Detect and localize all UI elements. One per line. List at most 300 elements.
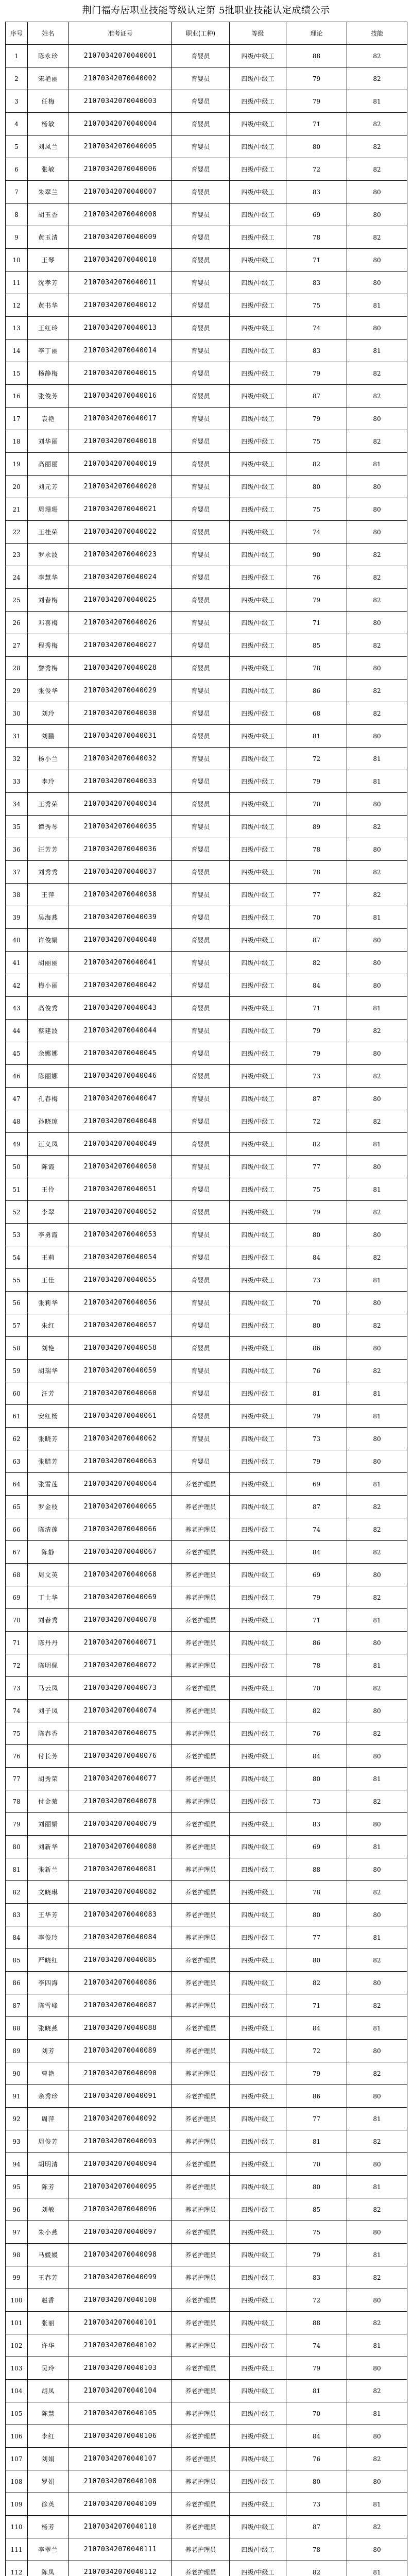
serial-number-cell: 105 — [6, 2402, 28, 2425]
theory-score-cell: 84 — [286, 2425, 347, 2448]
level-cell: 四级/中级工 — [230, 1382, 286, 1405]
level-cell: 四级/中级工 — [230, 158, 286, 181]
theory-score-cell: 80 — [286, 1949, 347, 1972]
table-row — [6, 45, 407, 67]
serial-number-cell: 11 — [6, 272, 28, 294]
serial-number-cell: 22 — [6, 521, 28, 544]
occupation-cell: 养老护理员 — [172, 1473, 230, 1496]
name-cell: 黎秀梅 — [28, 657, 69, 680]
name-cell: 高丽丽 — [28, 453, 69, 476]
serial-number-cell: 78 — [6, 1790, 28, 1813]
serial-number-cell: 12 — [6, 294, 28, 317]
skill-score-cell: 81 — [347, 1269, 407, 1292]
occupation-cell: 育婴员 — [172, 725, 230, 748]
skill-score-cell: 81 — [347, 1178, 407, 1201]
serial-number-cell: 39 — [6, 906, 28, 929]
skill-score-cell: 82 — [347, 566, 407, 589]
table-row — [6, 2538, 407, 2561]
serial-number-cell: 107 — [6, 2448, 28, 2470]
skill-score-cell: 82 — [347, 2130, 407, 2153]
occupation-cell: 育婴员 — [172, 1360, 230, 1382]
table-row — [6, 1632, 407, 1654]
skill-score-cell: 82 — [347, 861, 407, 884]
level-cell: 四级/中级工 — [230, 566, 286, 589]
occupation-cell: 育婴员 — [172, 317, 230, 340]
theory-score-cell: 74 — [286, 521, 347, 544]
occupation-cell: 养老护理员 — [172, 2380, 230, 2402]
occupation-cell: 养老护理员 — [172, 2538, 230, 2561]
admission-ticket-cell: 21070342070040081 — [69, 1858, 172, 1881]
theory-score-cell: 72 — [286, 1110, 347, 1133]
theory-score-cell: 90 — [286, 544, 347, 566]
name-cell: 张丽 — [28, 2312, 69, 2334]
occupation-cell: 育婴员 — [172, 1201, 230, 1224]
level-cell: 四级/中级工 — [230, 67, 286, 90]
table-row — [6, 2516, 407, 2538]
level-cell: 四级/中级工 — [230, 2266, 286, 2289]
occupation-cell: 养老护理员 — [172, 2493, 230, 2516]
skill-score-cell: 82 — [347, 1677, 407, 1700]
admission-ticket-cell: 21070342070040086 — [69, 1972, 172, 1994]
table-row — [6, 521, 407, 544]
admission-ticket-cell: 21070342070040107 — [69, 2448, 172, 2470]
admission-ticket-cell: 21070342070040015 — [69, 362, 172, 385]
occupation-cell: 育婴员 — [172, 204, 230, 226]
level-cell: 四级/中级工 — [230, 2244, 286, 2266]
level-cell: 四级/中级工 — [230, 1904, 286, 1926]
admission-ticket-cell: 21070342070040024 — [69, 566, 172, 589]
skill-score-cell: 82 — [347, 113, 407, 135]
occupation-cell: 养老护理员 — [172, 1790, 230, 1813]
level-cell: 四级/中级工 — [230, 702, 286, 725]
serial-number-cell: 55 — [6, 1269, 28, 1292]
occupation-cell: 养老护理员 — [172, 2425, 230, 2448]
table-row — [6, 2153, 407, 2176]
theory-score-cell: 80 — [286, 1768, 347, 1790]
theory-score-cell: 79 — [286, 362, 347, 385]
level-cell: 四级/中级工 — [230, 521, 286, 544]
skill-score-cell: 82 — [347, 158, 407, 181]
table-row — [6, 1586, 407, 1609]
occupation-cell: 育婴员 — [172, 1088, 230, 1110]
name-cell: 刘艳 — [28, 1337, 69, 1360]
admission-ticket-cell: 21070342070040053 — [69, 1224, 172, 1246]
level-cell: 四级/中级工 — [230, 1337, 286, 1360]
skill-score-cell: 80 — [347, 1042, 407, 1065]
skill-score-cell: 82 — [347, 1586, 407, 1609]
skill-score-cell: 81 — [347, 2108, 407, 2130]
occupation-cell: 育婴员 — [172, 906, 230, 929]
serial-number-cell: 97 — [6, 2221, 28, 2244]
admission-ticket-cell: 21070342070040100 — [69, 2289, 172, 2312]
level-cell: 四级/中级工 — [230, 1813, 286, 1836]
table-row — [6, 2334, 407, 2357]
skill-score-cell: 82 — [347, 1110, 407, 1133]
admission-ticket-cell: 21070342070040083 — [69, 1904, 172, 1926]
level-cell: 四级/中级工 — [230, 2085, 286, 2108]
level-cell: 四级/中级工 — [230, 272, 286, 294]
serial-number-cell: 70 — [6, 1609, 28, 1632]
theory-score-cell: 74 — [286, 2334, 347, 2357]
skill-score-cell: 80 — [347, 1224, 407, 1246]
table-header-row — [6, 22, 407, 45]
serial-number-cell: 8 — [6, 204, 28, 226]
admission-ticket-cell: 21070342070040034 — [69, 793, 172, 816]
theory-score-cell: 75 — [286, 1178, 347, 1201]
name-cell: 文晓琳 — [28, 1881, 69, 1904]
admission-ticket-cell: 21070342070040048 — [69, 1110, 172, 1133]
theory-score-cell: 80 — [286, 1904, 347, 1926]
serial-number-cell: 106 — [6, 2425, 28, 2448]
name-cell: 陈雪峰 — [28, 1994, 69, 2017]
name-cell: 李四海 — [28, 1972, 69, 1994]
table-row — [6, 702, 407, 725]
name-cell: 程秀梅 — [28, 634, 69, 657]
admission-ticket-cell: 21070342070040049 — [69, 1133, 172, 1156]
serial-number-cell: 58 — [6, 1337, 28, 1360]
theory-score-cell: 70 — [286, 906, 347, 929]
skill-score-cell: 82 — [347, 1020, 407, 1042]
theory-score-cell: 75 — [286, 430, 347, 453]
skill-score-cell: 80 — [347, 657, 407, 680]
admission-ticket-cell: 21070342070040066 — [69, 1518, 172, 1541]
level-cell: 四级/中级工 — [230, 476, 286, 498]
occupation-cell: 育婴员 — [172, 113, 230, 135]
theory-score-cell: 71 — [286, 1994, 347, 2017]
serial-number-cell: 80 — [6, 1836, 28, 1858]
name-cell: 王佳 — [28, 1269, 69, 1292]
occupation-cell: 育婴员 — [172, 997, 230, 1020]
level-cell: 四级/中级工 — [230, 1518, 286, 1541]
level-cell: 四级/中级工 — [230, 2040, 286, 2062]
theory-score-cell: 70 — [286, 2153, 347, 2176]
serial-number-cell: 66 — [6, 1518, 28, 1541]
serial-number-cell: 3 — [6, 90, 28, 113]
occupation-cell: 育婴员 — [172, 1382, 230, 1405]
level-cell: 四级/中级工 — [230, 770, 286, 793]
table-row — [6, 1201, 407, 1224]
skill-score-cell: 82 — [347, 1201, 407, 1224]
name-cell: 胡瑞华 — [28, 1360, 69, 1382]
theory-score-cell: 68 — [286, 702, 347, 725]
table-row — [6, 634, 407, 657]
level-cell: 四级/中级工 — [230, 748, 286, 770]
level-cell: 四级/中级工 — [230, 1133, 286, 1156]
occupation-cell: 养老护理员 — [172, 2176, 230, 2198]
level-cell: 四级/中级工 — [230, 2153, 286, 2176]
admission-ticket-cell: 21070342070040076 — [69, 1745, 172, 1768]
serial-number-cell: 95 — [6, 2176, 28, 2198]
theory-score-cell: 73 — [286, 1790, 347, 1813]
level-cell: 四级/中级工 — [230, 2425, 286, 2448]
occupation-cell: 育婴员 — [172, 861, 230, 884]
serial-number-cell: 61 — [6, 1405, 28, 1428]
table-row — [6, 2561, 407, 2576]
theory-score-cell: 81 — [286, 725, 347, 748]
occupation-cell: 育婴员 — [172, 1292, 230, 1314]
name-cell: 陈清莲 — [28, 1518, 69, 1541]
admission-ticket-cell: 21070342070040036 — [69, 838, 172, 861]
serial-number-cell: 38 — [6, 884, 28, 906]
theory-score-cell: 78 — [286, 1654, 347, 1677]
table-row — [6, 997, 407, 1020]
skill-score-cell: 80 — [347, 1632, 407, 1654]
level-cell: 四级/中级工 — [230, 1360, 286, 1382]
table-row — [6, 1382, 407, 1405]
skill-score-cell: 80 — [347, 1450, 407, 1473]
occupation-cell: 育婴员 — [172, 521, 230, 544]
admission-ticket-cell: 21070342070040029 — [69, 680, 172, 702]
level-cell: 四级/中级工 — [230, 725, 286, 748]
level-cell: 四级/中级工 — [230, 1700, 286, 1722]
table-row — [6, 67, 407, 90]
occupation-cell: 养老护理员 — [172, 2561, 230, 2576]
header-level: 等级 — [230, 22, 286, 45]
level-cell: 四级/中级工 — [230, 929, 286, 952]
theory-score-cell: 71 — [286, 1609, 347, 1632]
table-row — [6, 1949, 407, 1972]
occupation-cell: 养老护理员 — [172, 2221, 230, 2244]
admission-ticket-cell: 21070342070040101 — [69, 2312, 172, 2334]
level-cell: 四级/中级工 — [230, 2357, 286, 2380]
admission-ticket-cell: 21070342070040001 — [69, 45, 172, 67]
skill-score-cell: 80 — [347, 2538, 407, 2561]
serial-number-cell: 29 — [6, 680, 28, 702]
name-cell: 汪义凤 — [28, 1133, 69, 1156]
header-theory-score: 理论 — [286, 22, 347, 45]
theory-score-cell: 87 — [286, 1088, 347, 1110]
table-row — [6, 2017, 407, 2040]
level-cell: 四级/中级工 — [230, 884, 286, 906]
table-row — [6, 1700, 407, 1722]
skill-score-cell: 82 — [347, 2266, 407, 2289]
occupation-cell: 养老护理员 — [172, 2108, 230, 2130]
skill-score-cell: 82 — [347, 1541, 407, 1564]
skill-score-cell: 80 — [347, 2153, 407, 2176]
skill-score-cell: 82 — [347, 634, 407, 657]
serial-number-cell: 104 — [6, 2380, 28, 2402]
skill-score-cell: 81 — [347, 90, 407, 113]
serial-number-cell: 99 — [6, 2266, 28, 2289]
theory-score-cell: 69 — [286, 1473, 347, 1496]
theory-score-cell: 73 — [286, 2493, 347, 2516]
table-row — [6, 884, 407, 906]
occupation-cell: 育婴员 — [172, 181, 230, 204]
occupation-cell: 养老护理员 — [172, 1722, 230, 1745]
serial-number-cell: 51 — [6, 1178, 28, 1201]
table-row — [6, 249, 407, 272]
name-cell: 张雪莲 — [28, 1473, 69, 1496]
theory-score-cell: 78 — [286, 861, 347, 884]
table-row — [6, 1813, 407, 1836]
table-row — [6, 1541, 407, 1564]
serial-number-cell: 74 — [6, 1700, 28, 1722]
serial-number-cell: 83 — [6, 1904, 28, 1926]
occupation-cell: 育婴员 — [172, 1178, 230, 1201]
table-row — [6, 294, 407, 317]
table-row — [6, 408, 407, 430]
serial-number-cell: 37 — [6, 861, 28, 884]
admission-ticket-cell: 21070342070040028 — [69, 657, 172, 680]
admission-ticket-cell: 21070342070040031 — [69, 725, 172, 748]
serial-number-cell: 86 — [6, 1972, 28, 1994]
name-cell: 张莉华 — [28, 1292, 69, 1314]
admission-ticket-cell: 21070342070040071 — [69, 1632, 172, 1654]
admission-ticket-cell: 21070342070040093 — [69, 2130, 172, 2153]
theory-score-cell: 82 — [286, 453, 347, 476]
skill-score-cell: 80 — [347, 272, 407, 294]
serial-number-cell: 72 — [6, 1654, 28, 1677]
table-row — [6, 725, 407, 748]
serial-number-cell: 20 — [6, 476, 28, 498]
theory-score-cell: 77 — [286, 884, 347, 906]
table-row — [6, 2198, 407, 2221]
skill-score-cell: 81 — [347, 1926, 407, 1949]
name-cell: 陈凤 — [28, 2561, 69, 2576]
admission-ticket-cell: 21070342070040060 — [69, 1382, 172, 1405]
theory-score-cell: 82 — [286, 1972, 347, 1994]
occupation-cell: 育婴员 — [172, 657, 230, 680]
serial-number-cell: 60 — [6, 1382, 28, 1405]
admission-ticket-cell: 21070342070040082 — [69, 1881, 172, 1904]
table-row — [6, 1904, 407, 1926]
serial-number-cell: 89 — [6, 2040, 28, 2062]
serial-number-cell: 102 — [6, 2334, 28, 2357]
theory-score-cell: 80 — [286, 1224, 347, 1246]
theory-score-cell: 73 — [286, 1428, 347, 1450]
table-row — [6, 1156, 407, 1178]
occupation-cell: 养老护理员 — [172, 2516, 230, 2538]
name-cell: 罗永波 — [28, 544, 69, 566]
theory-score-cell: 83 — [286, 2266, 347, 2289]
name-cell: 蔡建波 — [28, 1020, 69, 1042]
skill-score-cell: 82 — [347, 1790, 407, 1813]
name-cell: 汪芳芳 — [28, 838, 69, 861]
admission-ticket-cell: 21070342070040108 — [69, 2470, 172, 2493]
skill-score-cell: 82 — [347, 1065, 407, 1088]
theory-score-cell: 75 — [286, 498, 347, 521]
theory-score-cell: 71 — [286, 997, 347, 1020]
level-cell: 四级/中级工 — [230, 1246, 286, 1269]
level-cell: 四级/中级工 — [230, 113, 286, 135]
name-cell: 王红玲 — [28, 317, 69, 340]
skill-score-cell: 82 — [347, 680, 407, 702]
admission-ticket-cell: 21070342070040068 — [69, 1564, 172, 1586]
serial-number-cell: 84 — [6, 1926, 28, 1949]
occupation-cell: 育婴员 — [172, 770, 230, 793]
name-cell: 任梅 — [28, 90, 69, 113]
level-cell: 四级/中级工 — [230, 974, 286, 997]
skill-score-cell: 82 — [347, 2380, 407, 2402]
skill-score-cell: 82 — [347, 884, 407, 906]
theory-score-cell: 80 — [286, 2176, 347, 2198]
theory-score-cell: 79 — [286, 408, 347, 430]
level-cell: 四级/中级工 — [230, 816, 286, 838]
admission-ticket-cell: 21070342070040095 — [69, 2176, 172, 2198]
level-cell: 四级/中级工 — [230, 90, 286, 113]
skill-score-cell: 81 — [347, 1382, 407, 1405]
name-cell: 陈静 — [28, 1541, 69, 1564]
theory-score-cell: 77 — [286, 1926, 347, 1949]
name-cell: 付长芳 — [28, 1745, 69, 1768]
name-cell: 陈慧 — [28, 2402, 69, 2425]
table-row — [6, 1246, 407, 1269]
name-cell: 杨敏 — [28, 113, 69, 135]
table-row — [6, 1722, 407, 1745]
serial-number-cell: 69 — [6, 1586, 28, 1609]
table-row — [6, 317, 407, 340]
name-cell: 谭秀琴 — [28, 816, 69, 838]
skill-score-cell: 81 — [347, 294, 407, 317]
serial-number-cell: 23 — [6, 544, 28, 566]
occupation-cell: 育婴员 — [172, 1224, 230, 1246]
table-row — [6, 1314, 407, 1337]
theory-score-cell: 84 — [286, 974, 347, 997]
theory-score-cell: 79 — [286, 589, 347, 612]
name-cell: 李翠兰 — [28, 2538, 69, 2561]
skill-score-cell: 80 — [347, 929, 407, 952]
table-row — [6, 770, 407, 793]
occupation-cell: 养老护理员 — [172, 1994, 230, 2017]
header-serial-number: 序号 — [6, 22, 28, 45]
name-cell: 李俊玲 — [28, 1926, 69, 1949]
level-cell: 四级/中级工 — [230, 453, 286, 476]
name-cell: 马云凤 — [28, 1677, 69, 1700]
theory-score-cell: 86 — [286, 2085, 347, 2108]
table-row — [6, 748, 407, 770]
name-cell: 罗娟 — [28, 2470, 69, 2493]
occupation-cell: 育婴员 — [172, 838, 230, 861]
name-cell: 刘新华 — [28, 1836, 69, 1858]
serial-number-cell: 45 — [6, 1042, 28, 1065]
name-cell: 王华芳 — [28, 1904, 69, 1926]
occupation-cell: 养老护理员 — [172, 1949, 230, 1972]
header-occupation: 职业(工种) — [172, 22, 230, 45]
name-cell: 胡玉香 — [28, 204, 69, 226]
skill-score-cell: 80 — [347, 2040, 407, 2062]
theory-score-cell: 78 — [286, 838, 347, 861]
theory-score-cell: 86 — [286, 680, 347, 702]
level-cell: 四级/中级工 — [230, 997, 286, 1020]
admission-ticket-cell: 21070342070040017 — [69, 408, 172, 430]
theory-score-cell: 87 — [286, 2516, 347, 2538]
level-cell: 四级/中级工 — [230, 793, 286, 816]
occupation-cell: 育婴员 — [172, 589, 230, 612]
occupation-cell: 养老护理员 — [172, 1700, 230, 1722]
theory-score-cell: 79 — [286, 2357, 347, 2380]
skill-score-cell: 80 — [347, 498, 407, 521]
serial-number-cell: 110 — [6, 2516, 28, 2538]
theory-score-cell: 80 — [286, 476, 347, 498]
occupation-cell: 养老护理员 — [172, 2470, 230, 2493]
skill-score-cell: 80 — [347, 521, 407, 544]
skill-score-cell: 82 — [347, 816, 407, 838]
serial-number-cell: 85 — [6, 1949, 28, 1972]
occupation-cell: 养老护理员 — [172, 2198, 230, 2221]
theory-score-cell: 89 — [286, 816, 347, 838]
skill-score-cell: 80 — [347, 1428, 407, 1450]
admission-ticket-cell: 21070342070040078 — [69, 1790, 172, 1813]
name-cell: 李玲 — [28, 770, 69, 793]
theory-score-cell: 79 — [286, 2244, 347, 2266]
theory-score-cell: 78 — [286, 2538, 347, 2561]
table-body — [6, 45, 407, 2576]
admission-ticket-cell: 21070342070040019 — [69, 453, 172, 476]
name-cell: 袁艳 — [28, 408, 69, 430]
serial-number-cell: 26 — [6, 612, 28, 634]
serial-number-cell: 49 — [6, 1133, 28, 1156]
theory-score-cell: 83 — [286, 1813, 347, 1836]
